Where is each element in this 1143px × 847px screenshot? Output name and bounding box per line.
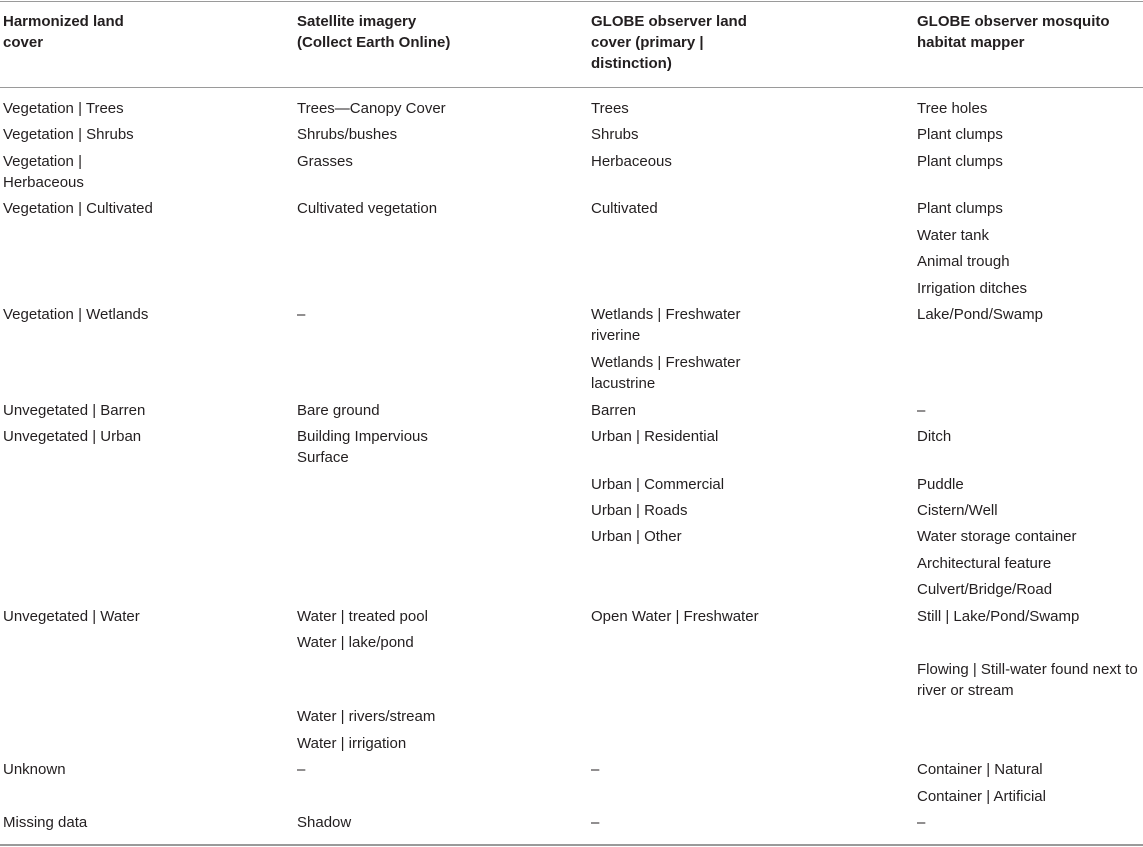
top-rule [0, 1, 1143, 2]
table-cell: Container | Artificial [917, 788, 1046, 805]
table-cell: Ditch [917, 428, 952, 445]
table-cell: Unvegetated | Urban [3, 428, 142, 445]
table-cell: riverine [591, 327, 641, 344]
header-mosquito-line2: habitat mapper [917, 34, 1025, 51]
table-cell: Flowing | Still-water found next to [917, 661, 1138, 678]
table-cell: river or stream [917, 682, 1014, 699]
bottom-rule [0, 844, 1143, 846]
header-harmonized-line2: cover [3, 34, 44, 51]
header-rule [0, 87, 1143, 88]
table-cell: – [591, 761, 600, 778]
table-cell: Vegetation | Cultivated [3, 200, 153, 217]
table-cell: Water tank [917, 227, 989, 244]
table-cell: Cultivated [591, 200, 658, 217]
table-cell: Building Impervious [297, 428, 428, 445]
table-cell: Puddle [917, 476, 964, 493]
table-cell: – [917, 814, 926, 831]
table-cell: Missing data [3, 814, 88, 831]
table-cell: Water | lake/pond [297, 634, 414, 651]
table-cell: Shrubs [591, 126, 639, 143]
header-globe-landcover-line2: cover (primary | [591, 34, 704, 51]
header-satellite-line1: Satellite imagery [297, 13, 417, 30]
table-cell: Trees—Canopy Cover [297, 100, 446, 117]
table-cell: Still | Lake/Pond/Swamp [917, 608, 1080, 625]
header-mosquito-line1: GLOBE observer mosquito [917, 13, 1110, 30]
table-cell: Barren [591, 402, 637, 419]
table-cell: Unvegetated | Water [3, 608, 140, 625]
header-globe-landcover-line3: distinction) [591, 55, 672, 72]
table-cell: lacustrine [591, 375, 656, 392]
table-cell: – [917, 402, 926, 419]
table-cell: Lake/Pond/Swamp [917, 306, 1043, 323]
table-cell: Animal trough [917, 253, 1010, 270]
table-cell: Plant clumps [917, 153, 1003, 170]
table-cell: Water | irrigation [297, 735, 407, 752]
table-cell: – [297, 761, 306, 778]
table-cell: – [297, 306, 306, 323]
table-cell: Unvegetated | Barren [3, 402, 146, 419]
table-cell: Cultivated vegetation [297, 200, 438, 217]
table-cell: – [591, 814, 600, 831]
table-cell: Irrigation ditches [917, 280, 1028, 297]
table-cell: Urban | Commercial [591, 476, 725, 493]
table-cell: Urban | Other [591, 528, 682, 545]
table-cell: Water | rivers/stream [297, 708, 436, 725]
table-cell: Wetlands | Freshwater [591, 354, 741, 371]
table-cell: Vegetation | Wetlands [3, 306, 149, 323]
table-cell: Shrubs/bushes [297, 126, 398, 143]
table-cell: Unknown [3, 761, 66, 778]
table-cell: Vegetation | [3, 153, 82, 170]
table-cell: Water | treated pool [297, 608, 428, 625]
table-cell: Plant clumps [917, 200, 1003, 217]
table-cell: Cistern/Well [917, 502, 998, 519]
table-cell: Container | Natural [917, 761, 1043, 778]
header-globe-landcover-line1: GLOBE observer land [591, 13, 747, 30]
table-cell: Tree holes [917, 100, 988, 117]
table-cell: Grasses [297, 153, 353, 170]
table-cell: Water storage container [917, 528, 1077, 545]
table-cell: Urban | Residential [591, 428, 719, 445]
table-cell: Plant clumps [917, 126, 1003, 143]
table-cell: Herbaceous [591, 153, 672, 170]
table-cell: Culvert/Bridge/Road [917, 581, 1053, 598]
header-harmonized-line1: Harmonized land [3, 13, 124, 30]
table-cell: Vegetation | Shrubs [3, 126, 134, 143]
table-cell: Wetlands | Freshwater [591, 306, 741, 323]
header-satellite-line2: (Collect Earth Online) [297, 34, 451, 51]
table-cell: Trees [591, 100, 629, 117]
table-cell: Shadow [297, 814, 352, 831]
table-cell: Surface [297, 449, 349, 466]
table-cell: Open Water | Freshwater [591, 608, 759, 625]
table-cell: Vegetation | Trees [3, 100, 124, 117]
table-cell: Bare ground [297, 402, 380, 419]
table-cell: Herbaceous [3, 174, 84, 191]
table-cell: Urban | Roads [591, 502, 688, 519]
table-cell: Architectural feature [917, 555, 1052, 572]
